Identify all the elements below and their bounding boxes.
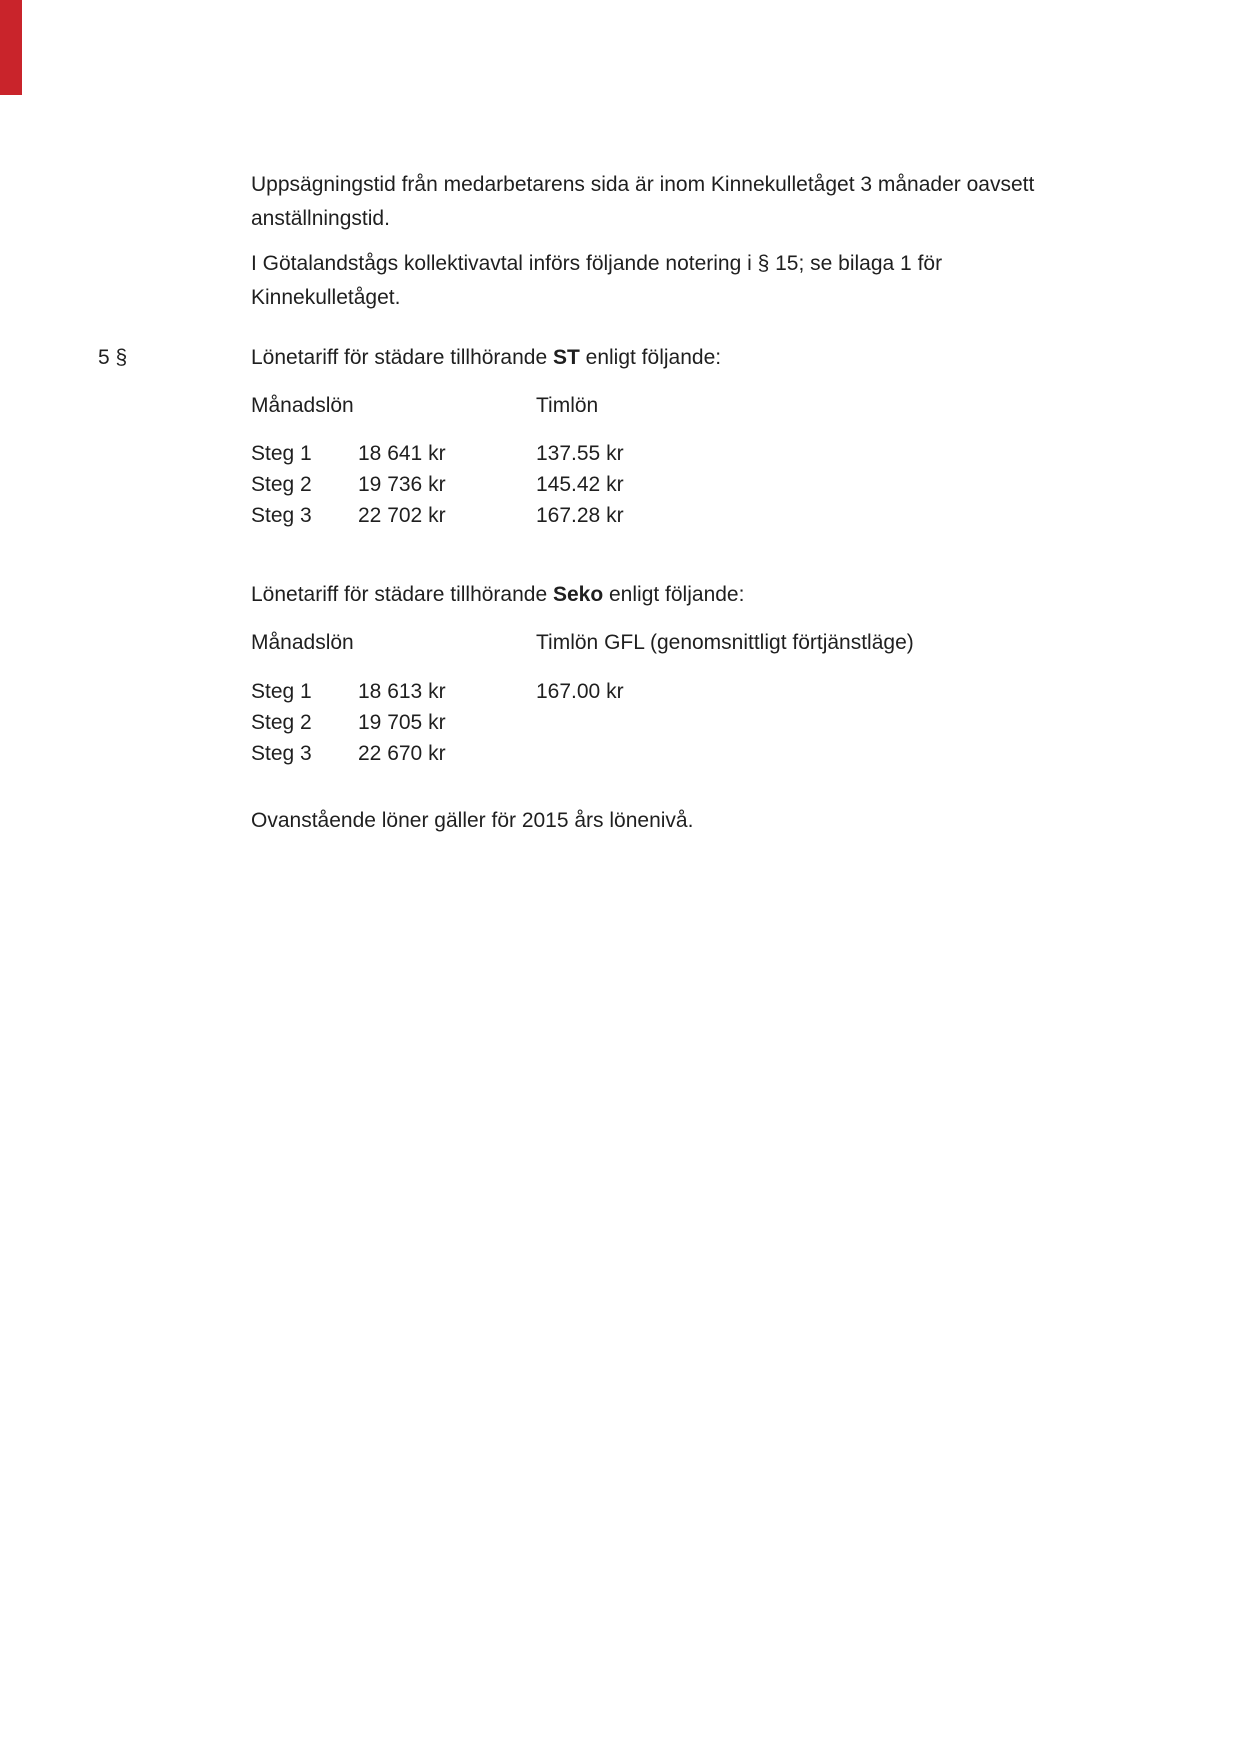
column-header-monthly: Månadslön bbox=[251, 394, 354, 417]
monthly-wage: 18 641 kr bbox=[358, 442, 446, 465]
seko-tariff-heading bbox=[251, 578, 744, 612]
hourly-wage: 145.42 kr bbox=[536, 473, 624, 496]
paragraph-collective-agreement-note bbox=[251, 247, 942, 315]
column-header-monthly: Månadslön bbox=[251, 631, 354, 654]
st-table-header bbox=[251, 389, 598, 423]
heading-text: enligt följande: bbox=[603, 583, 745, 606]
monthly-wage: 19 736 kr bbox=[358, 473, 446, 496]
monthly-wage: 19 705 kr bbox=[358, 711, 446, 734]
heading-text: Lönetariff för städare tillhörande bbox=[251, 346, 553, 369]
table-row bbox=[251, 500, 624, 531]
table-row bbox=[251, 469, 624, 500]
table-row bbox=[251, 676, 624, 707]
paragraph-notice-period bbox=[251, 168, 1034, 236]
step-label: Steg 3 bbox=[251, 504, 312, 527]
monthly-wage: 22 670 kr bbox=[358, 742, 446, 765]
paragraph-line: Kinnekulletåget. bbox=[251, 286, 401, 309]
hourly-wage bbox=[536, 707, 624, 738]
hourly-wage bbox=[536, 738, 624, 769]
hourly-wage: 167.28 kr bbox=[536, 504, 624, 527]
monthly-wage: 22 702 kr bbox=[358, 504, 446, 527]
paragraph-line: anställningstid. bbox=[251, 207, 390, 230]
section-5-marker: 5 § bbox=[98, 346, 128, 369]
step-label: Steg 1 bbox=[251, 680, 312, 703]
step-label: Steg 1 bbox=[251, 442, 312, 465]
paragraph-line: I Götalandstågs kollektivavtal införs följande notering i § 15; se bilaga 1 för bbox=[251, 252, 943, 275]
step-label: Steg 3 bbox=[251, 742, 312, 765]
table-row bbox=[251, 438, 624, 469]
st-table bbox=[251, 438, 624, 531]
hourly-wage: 167.00 kr bbox=[536, 680, 624, 703]
seko-table bbox=[251, 676, 624, 769]
column-header-hourly-gfl: Timlön GFL (genomsnittligt förtjänstläge) bbox=[536, 631, 914, 654]
seko-table-header bbox=[251, 626, 914, 660]
monthly-wage: 18 613 kr bbox=[358, 680, 446, 703]
union-name-st: ST bbox=[552, 346, 580, 369]
table-row bbox=[251, 738, 624, 769]
column-header-hourly: Timlön bbox=[536, 394, 599, 417]
step-label: Steg 2 bbox=[251, 473, 312, 496]
paragraph-line: Uppsägningstid från medarbetarens sida är inom Kinnekulletåget 3 månader oavsett bbox=[251, 173, 1035, 196]
step-label: Steg 2 bbox=[251, 711, 312, 734]
st-tariff-heading bbox=[251, 341, 721, 375]
closing-note: Ovanstående löner gäller för 2015 års lönenivå. bbox=[251, 809, 694, 832]
heading-text: enligt följande: bbox=[579, 346, 722, 369]
heading-text: Lönetariff för städare tillhörande bbox=[251, 583, 553, 606]
red-edge-mark bbox=[0, 0, 22, 95]
hourly-wage: 137.55 kr bbox=[536, 442, 624, 465]
union-name-seko: Seko bbox=[552, 583, 604, 606]
table-row bbox=[251, 707, 624, 738]
